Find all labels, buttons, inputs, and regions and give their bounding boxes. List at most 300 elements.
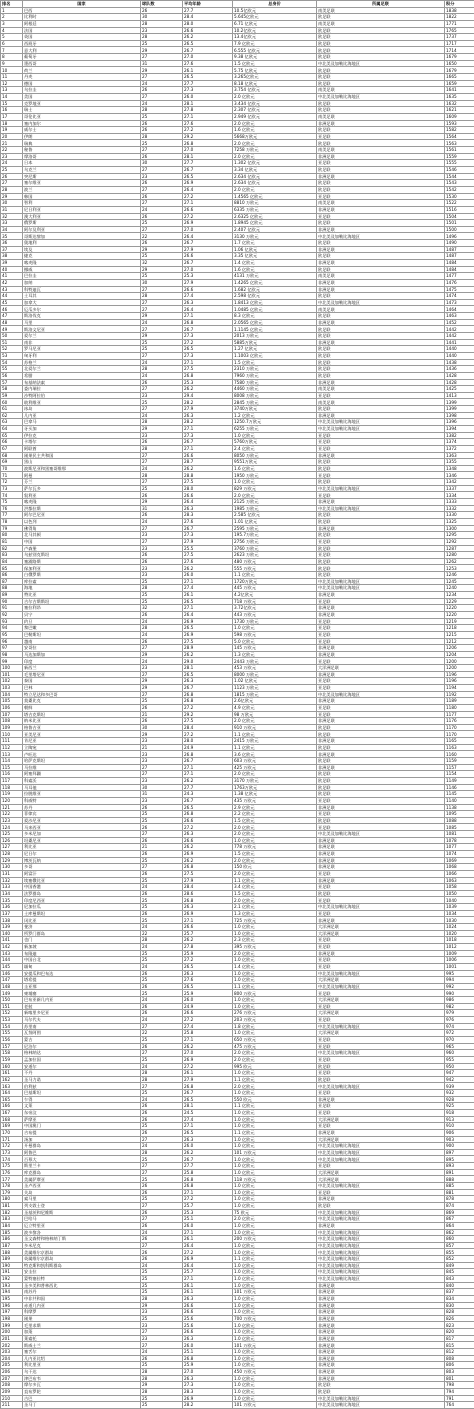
table-row — [1, 1136, 474, 1143]
table-row — [1, 1090, 474, 1097]
cell-rank: 23 — [1, 153, 23, 160]
table-row — [1, 777, 474, 784]
cell-confederation: 亚足联 — [317, 492, 445, 499]
cell-avg-age: 28.1 — [183, 153, 233, 160]
table-row — [1, 1256, 474, 1263]
table-row — [1, 525, 474, 532]
cell-rank: 108 — [1, 718, 23, 725]
cell-country: 圭亚那 — [23, 983, 141, 990]
cell-confederation: 非洲足联 — [317, 499, 445, 506]
cell-avg-age: 27.6 — [183, 120, 233, 127]
cell-points: 845 — [445, 1269, 474, 1276]
cell-rank: 174 — [1, 1156, 23, 1163]
cell-rank: 162 — [1, 1076, 23, 1083]
cell-avg-age: 25.1 — [183, 1349, 233, 1356]
cell-points: 1428 — [445, 379, 474, 386]
cell-rank: 58 — [1, 386, 23, 393]
cell-points: 1463 — [445, 313, 474, 320]
cell-rank: 35 — [1, 233, 23, 240]
cell-avg-age: 28.4 — [183, 724, 233, 731]
cell-rank: 72 — [1, 479, 23, 486]
table-row — [1, 266, 474, 273]
cell-total-value: 1.6 亿欧元 — [233, 127, 317, 134]
cell-rank: 139 — [1, 924, 23, 931]
cell-confederation: 亚足联 — [317, 598, 445, 605]
cell-avg-age: 27.1 — [183, 771, 233, 778]
cell-teams: 27 — [141, 479, 183, 486]
cell-teams: 26 — [141, 611, 183, 618]
cell-total-value: 1.1 亿欧元 — [233, 983, 317, 990]
cell-rank: 61 — [1, 406, 23, 413]
cell-rank: 168 — [1, 1116, 23, 1123]
cell-avg-age: 26.9 — [183, 1395, 233, 1402]
cell-confederation: 亚足联 — [317, 538, 445, 545]
cell-points: 857 — [445, 1242, 474, 1249]
cell-teams: 27 — [141, 326, 183, 333]
cell-rank: 13 — [1, 87, 23, 94]
table-row — [1, 917, 474, 924]
cell-country: 奥地利 — [23, 240, 141, 247]
cell-points: 1039 — [445, 904, 474, 911]
table-row — [1, 665, 474, 672]
cell-confederation: 非洲足联 — [317, 379, 445, 386]
table-row — [1, 392, 474, 399]
cell-rank: 152 — [1, 1010, 23, 1017]
cell-confederation: 欧足联 — [317, 758, 445, 765]
cell-country: 海地 — [23, 585, 141, 592]
cell-avg-age: 26.6 — [183, 1010, 233, 1017]
table-row — [1, 1249, 474, 1256]
cell-rank: 205 — [1, 1362, 23, 1369]
cell-points: 1077 — [445, 844, 474, 851]
table-row — [1, 585, 474, 592]
cell-points: 885 — [445, 1183, 474, 1190]
cell-rank: 163 — [1, 1083, 23, 1090]
cell-country: 玻利维亚 — [23, 399, 141, 406]
cell-total-value: 1123 万欧元 — [233, 684, 317, 691]
cell-total-value: 1.5 亿欧元 — [233, 890, 317, 897]
cell-teams: 23 — [141, 758, 183, 765]
table-row — [1, 718, 474, 725]
cell-country: 汤加 — [23, 1136, 141, 1143]
cell-confederation: 非洲足联 — [317, 120, 445, 127]
cell-rank: 24 — [1, 160, 23, 167]
table-row — [1, 499, 474, 506]
cell-country: 加蓬 — [23, 1329, 141, 1336]
cell-rank: 34 — [1, 226, 23, 233]
cell-total-value: 5.75 亿欧元 — [233, 67, 317, 74]
cell-total-value: 550 欧元 — [233, 1096, 317, 1103]
cell-points: 903 — [445, 1136, 474, 1143]
table-row — [1, 27, 474, 34]
cell-points: 860 — [445, 1236, 474, 1243]
cell-rank: 76 — [1, 505, 23, 512]
cell-country: 阿曼 — [23, 472, 141, 479]
cell-country: 沙特阿拉伯 — [23, 392, 141, 399]
cell-country: 卢森堡 — [23, 545, 141, 552]
table-row — [1, 1382, 474, 1389]
table-row — [1, 1349, 474, 1356]
cell-country: 哥斯达黎加 — [23, 233, 141, 240]
cell-teams: 25 — [141, 811, 183, 818]
cell-rank: 112 — [1, 744, 23, 751]
cell-total-value: 1.0 亿欧元 — [233, 1183, 317, 1190]
cell-country: 不丹 — [23, 1070, 141, 1077]
table-row — [1, 1116, 474, 1123]
cell-points: 1582 — [445, 127, 474, 134]
cell-teams: 27 — [141, 538, 183, 545]
cell-country: 爱沙尼亚 — [23, 817, 141, 824]
cell-avg-age: 26.2 — [183, 1149, 233, 1156]
cell-total-value: 450 万欧元 — [233, 1368, 317, 1375]
table-row — [1, 259, 474, 266]
cell-teams: 30 — [141, 279, 183, 286]
cell-confederation: 非洲足联 — [317, 611, 445, 618]
cell-confederation: 欧足联 — [317, 724, 445, 731]
cell-teams: 32 — [141, 259, 183, 266]
cell-teams: 27 — [141, 1242, 183, 1249]
cell-points: 1149 — [445, 777, 474, 784]
cell-avg-age: 29.2 — [183, 133, 233, 140]
cell-total-value: 2.0 亿欧元 — [233, 186, 317, 193]
cell-teams: 26 — [141, 180, 183, 187]
cell-avg-age: 27.8 — [183, 943, 233, 950]
cell-confederation: 亚足联 — [317, 1070, 445, 1077]
cell-country: 新喀里多尼亚 — [23, 1010, 141, 1017]
cell-rank: 60 — [1, 399, 23, 406]
cell-teams: 23 — [141, 173, 183, 180]
cell-country: 亚美尼亚 — [23, 731, 141, 738]
cell-points: 1632 — [445, 100, 474, 107]
cell-total-value: 1.0 亿欧元 — [233, 1169, 317, 1176]
cell-rank: 70 — [1, 465, 23, 472]
cell-total-value: 10.5亿欧元 — [233, 7, 317, 14]
cell-confederation: 非洲足联 — [317, 1096, 445, 1103]
cell-country: 安哥拉 — [23, 645, 141, 652]
cell-points: 815 — [445, 1342, 474, 1349]
cell-total-value: 1.3 亿欧元 — [233, 910, 317, 917]
cell-teams: 25 — [141, 1123, 183, 1130]
cell-points: 1180 — [445, 704, 474, 711]
cell-teams: 25 — [141, 399, 183, 406]
cell-avg-age: 27.4 — [183, 1023, 233, 1030]
cell-confederation: 非洲足联 — [317, 1289, 445, 1296]
cell-avg-age: 27.9 — [183, 877, 233, 884]
table-row — [1, 253, 474, 260]
cell-rank: 92 — [1, 611, 23, 618]
cell-country: 冈比亚 — [23, 917, 141, 924]
cell-country: 尼泊尔 — [23, 1043, 141, 1050]
cell-avg-age: 26.5 — [183, 598, 233, 605]
cell-teams: 23 — [141, 27, 183, 34]
cell-confederation: 中北美及加勒比海地区 — [317, 1050, 445, 1057]
cell-points: 1229 — [445, 598, 474, 605]
table-row — [1, 1196, 474, 1203]
cell-points: 1066 — [445, 870, 474, 877]
cell-avg-age: 27.2 — [183, 1196, 233, 1203]
cell-points: 1665 — [445, 74, 474, 81]
cell-confederation: 非洲足联 — [317, 645, 445, 652]
cell-rank: 128 — [1, 851, 23, 858]
cell-total-value: 2.1 亿欧元 — [233, 904, 317, 911]
table-row — [1, 133, 474, 140]
cell-confederation: 欧足联 — [317, 545, 445, 552]
cell-avg-age: 26.0 — [183, 997, 233, 1004]
cell-total-value: 2623 万欧元 — [233, 552, 317, 559]
cell-confederation: 欧足联 — [317, 406, 445, 413]
cell-country: 乌兹别克斯坦 — [23, 552, 141, 559]
table-row — [1, 691, 474, 698]
cell-total-value: 1.0 亿欧元 — [233, 1003, 317, 1010]
cell-total-value: 8.3 亿欧元 — [233, 313, 317, 320]
cell-confederation: 大洋洲足联 — [317, 977, 445, 984]
cell-points: 1398 — [445, 412, 474, 419]
cell-teams: 29 — [141, 313, 183, 320]
cell-avg-age: 27.1 — [183, 1189, 233, 1196]
cell-avg-age: 26.9 — [183, 851, 233, 858]
cell-total-value: 778 万欧元 — [233, 844, 317, 851]
cell-points: 1399 — [445, 406, 474, 413]
cell-rank: 65 — [1, 432, 23, 439]
header-teams: 球队数 — [141, 1, 183, 8]
cell-points: 1253 — [445, 565, 474, 572]
table-row — [1, 1043, 474, 1050]
table-row — [1, 14, 474, 21]
cell-teams: 26 — [141, 837, 183, 844]
cell-confederation: 欧足联 — [317, 479, 445, 486]
cell-country: 埃塞俄比亚 — [23, 877, 141, 884]
cell-avg-age: 26.7 — [183, 167, 233, 174]
cell-country: 印度尼西亚 — [23, 897, 141, 904]
cell-avg-age: 27.1 — [183, 1123, 233, 1130]
cell-avg-age: 26.4 — [183, 186, 233, 193]
cell-points: 1165 — [445, 738, 474, 745]
cell-total-value: 2.0 亿欧元 — [233, 824, 317, 831]
cell-confederation: 中北美及加勒比海地区 — [317, 1149, 445, 1156]
cell-confederation: 非洲足联 — [317, 206, 445, 213]
table-row — [1, 618, 474, 625]
cell-total-value: 1.0 亿欧元 — [233, 930, 317, 937]
cell-avg-age: 26.8 — [183, 698, 233, 705]
cell-teams: 21 — [141, 711, 183, 718]
cell-rank: 115 — [1, 764, 23, 771]
cell-teams: 30 — [141, 784, 183, 791]
cell-points: 803 — [445, 1368, 474, 1375]
cell-total-value: 1.1003 亿欧元 — [233, 352, 317, 359]
cell-confederation: 亚足联 — [317, 704, 445, 711]
cell-avg-age: 27.2 — [183, 1249, 233, 1256]
cell-country: 百慕大 — [23, 1156, 141, 1163]
cell-total-value: 2.0 亿欧元 — [233, 140, 317, 147]
cell-country: 马尔代夫 — [23, 1017, 141, 1024]
header-total-value: 总身价 — [233, 1, 317, 8]
table-row — [1, 432, 474, 439]
cell-teams: 26 — [141, 153, 183, 160]
cell-total-value: 453 万欧元 — [233, 665, 317, 672]
cell-confederation: 中北美及加勒比海地区 — [317, 585, 445, 592]
cell-confederation: 非洲足联 — [317, 864, 445, 871]
cell-confederation: 中北美及加勒比海地区 — [317, 1023, 445, 1030]
cell-total-value: 1.1 亿欧元 — [233, 744, 317, 751]
cell-avg-age: 26.6 — [183, 1309, 233, 1316]
cell-country: 秘鲁 — [23, 147, 141, 154]
table-row — [1, 738, 474, 745]
cell-country: 土库曼斯坦 — [23, 910, 141, 917]
cell-country: 津巴布韦 — [23, 1375, 141, 1382]
cell-total-value: 445 万欧元 — [233, 585, 317, 592]
cell-rank: 88 — [1, 585, 23, 592]
cell-total-value: 395 万欧元 — [233, 943, 317, 950]
cell-rank: 202 — [1, 1342, 23, 1349]
cell-confederation: 欧足联 — [317, 27, 445, 34]
table-row — [1, 758, 474, 765]
cell-country: 新西兰 — [23, 665, 141, 672]
cell-rank: 33 — [1, 220, 23, 227]
cell-confederation: 欧足联 — [317, 100, 445, 107]
cell-teams: 27 — [141, 645, 183, 652]
cell-confederation: 大洋洲足联 — [317, 924, 445, 931]
cell-confederation: 非洲足联 — [317, 950, 445, 957]
table-row — [1, 910, 474, 917]
cell-country: 苏丹 — [23, 804, 141, 811]
cell-rank: 153 — [1, 1017, 23, 1024]
cell-teams: 25 — [141, 977, 183, 984]
cell-rank: 147 — [1, 977, 23, 984]
cell-avg-age: 26.6 — [183, 27, 233, 34]
cell-confederation: 非洲足联 — [317, 452, 445, 459]
table-row — [1, 100, 474, 107]
cell-teams: 25 — [141, 140, 183, 147]
cell-points: 1088 — [445, 817, 474, 824]
cell-avg-age: 26.2 — [183, 777, 233, 784]
cell-points: 1436 — [445, 366, 474, 373]
cell-avg-age: 24.9 — [183, 1003, 233, 1010]
cell-confederation: 非洲足联 — [317, 173, 445, 180]
table-row — [1, 319, 474, 326]
cell-rank: 31 — [1, 206, 23, 213]
table-row — [1, 811, 474, 818]
cell-avg-age: 27.0 — [183, 147, 233, 154]
cell-total-value: 1.0 亿欧元 — [233, 1090, 317, 1097]
cell-teams: 24 — [141, 412, 183, 419]
cell-rank: 165 — [1, 1096, 23, 1103]
cell-total-value: 2.4 亿欧元 — [233, 445, 317, 452]
cell-total-value: 1.0 亿欧元 — [233, 432, 317, 439]
cell-rank: 197 — [1, 1309, 23, 1316]
cell-confederation: 非洲足联 — [317, 339, 445, 346]
cell-total-value: 1.0 亿欧元 — [233, 1395, 317, 1402]
cell-country: 多米尼克 — [23, 1242, 141, 1249]
table-row — [1, 824, 474, 831]
cell-total-value: 4460 万欧元 — [233, 386, 317, 393]
cell-country: 菲律宾 — [23, 811, 141, 818]
cell-rank: 124 — [1, 824, 23, 831]
cell-total-value: 195.7万欧元 — [233, 532, 317, 539]
cell-country: 美属维尔京群岛 — [23, 1249, 141, 1256]
cell-avg-age: 27.2 — [183, 213, 233, 220]
cell-rank: 185 — [1, 1229, 23, 1236]
cell-country: 尼加拉瓜 — [23, 904, 141, 911]
cell-avg-age: 27.2 — [183, 704, 233, 711]
cell-avg-age: 27.2 — [183, 127, 233, 134]
cell-total-value: 2.0 亿欧元 — [233, 93, 317, 100]
cell-rank: 95 — [1, 631, 23, 638]
cell-rank: 203 — [1, 1349, 23, 1356]
cell-country: 爱尔兰 — [23, 333, 141, 340]
cell-confederation: 欧足联 — [317, 1076, 445, 1083]
cell-country: 印度 — [23, 658, 141, 665]
cell-total-value: 1.0 亿欧元 — [233, 1302, 317, 1309]
cell-confederation: 大洋洲足联 — [317, 1136, 445, 1143]
cell-avg-age: 28.9 — [183, 645, 233, 652]
cell-country: 索马里 — [23, 1196, 141, 1203]
cell-teams: 28 — [141, 419, 183, 426]
cell-total-value: 1.0 亿欧元 — [233, 1030, 317, 1037]
cell-total-value: 118 万欧元 — [233, 1176, 317, 1183]
cell-total-value: 1.0 亿欧元 — [233, 1242, 317, 1249]
cell-points: 1413 — [445, 392, 474, 399]
cell-rank: 118 — [1, 784, 23, 791]
cell-country: 克罗地亚 — [23, 100, 141, 107]
cell-total-value: 1.4 亿欧元 — [233, 963, 317, 970]
cell-avg-age: 24.3 — [183, 791, 233, 798]
cell-total-value: 1.5 亿欧元 — [233, 359, 317, 366]
cell-avg-age: 26.6 — [183, 253, 233, 260]
cell-country: 安道尔 — [23, 1063, 141, 1070]
cell-teams: 24 — [141, 359, 183, 366]
table-row — [1, 552, 474, 559]
cell-country: 塞内加尔 — [23, 120, 141, 127]
table-row — [1, 1242, 474, 1249]
cell-country: 布隆迪 — [23, 950, 141, 957]
cell-country: 塔吉克斯坦 — [23, 711, 141, 718]
cell-avg-age: 27.2 — [183, 193, 233, 200]
cell-total-value: 2.0 亿欧元 — [233, 950, 317, 957]
cell-avg-age: 26.2 — [183, 937, 233, 944]
cell-total-value: 2.0 亿欧元 — [233, 1056, 317, 1063]
cell-rank: 149 — [1, 990, 23, 997]
cell-teams: 24 — [141, 1262, 183, 1269]
cell-country: 萨摩亚 — [23, 1116, 141, 1123]
cell-teams: 24 — [141, 206, 183, 213]
cell-avg-age: 27.4 — [183, 585, 233, 592]
cell-points: 1245 — [445, 578, 474, 585]
cell-teams: 28 — [141, 625, 183, 632]
cell-points: 900 — [445, 1143, 474, 1150]
cell-country: 白俄罗斯 — [23, 572, 141, 579]
cell-total-value: 725 万欧元 — [233, 917, 317, 924]
cell-rank: 48 — [1, 319, 23, 326]
cell-confederation: 非洲足联 — [317, 804, 445, 811]
cell-rank: 173 — [1, 1149, 23, 1156]
cell-total-value: 3.265亿欧元 — [233, 74, 317, 81]
cell-teams: 29 — [141, 246, 183, 253]
cell-total-value: 1.0 亿欧元 — [233, 1355, 317, 1362]
cell-points: 1018 — [445, 937, 474, 944]
cell-confederation: 中北美及加勒比海地区 — [317, 1256, 445, 1263]
cell-confederation: 欧足联 — [317, 167, 445, 174]
cell-rank: 133 — [1, 884, 23, 891]
cell-avg-age: 26.3 — [183, 1295, 233, 1302]
header-country: 国家 — [23, 1, 141, 8]
cell-total-value: 1950 万欧元 — [233, 472, 317, 479]
cell-teams: 23 — [141, 532, 183, 539]
cell-teams: 25 — [141, 1395, 183, 1402]
cell-points: 864 — [445, 1222, 474, 1229]
cell-points: 1157 — [445, 764, 474, 771]
cell-avg-age: 26.1 — [183, 592, 233, 599]
cell-total-value: 2.0 亿欧元 — [233, 831, 317, 838]
